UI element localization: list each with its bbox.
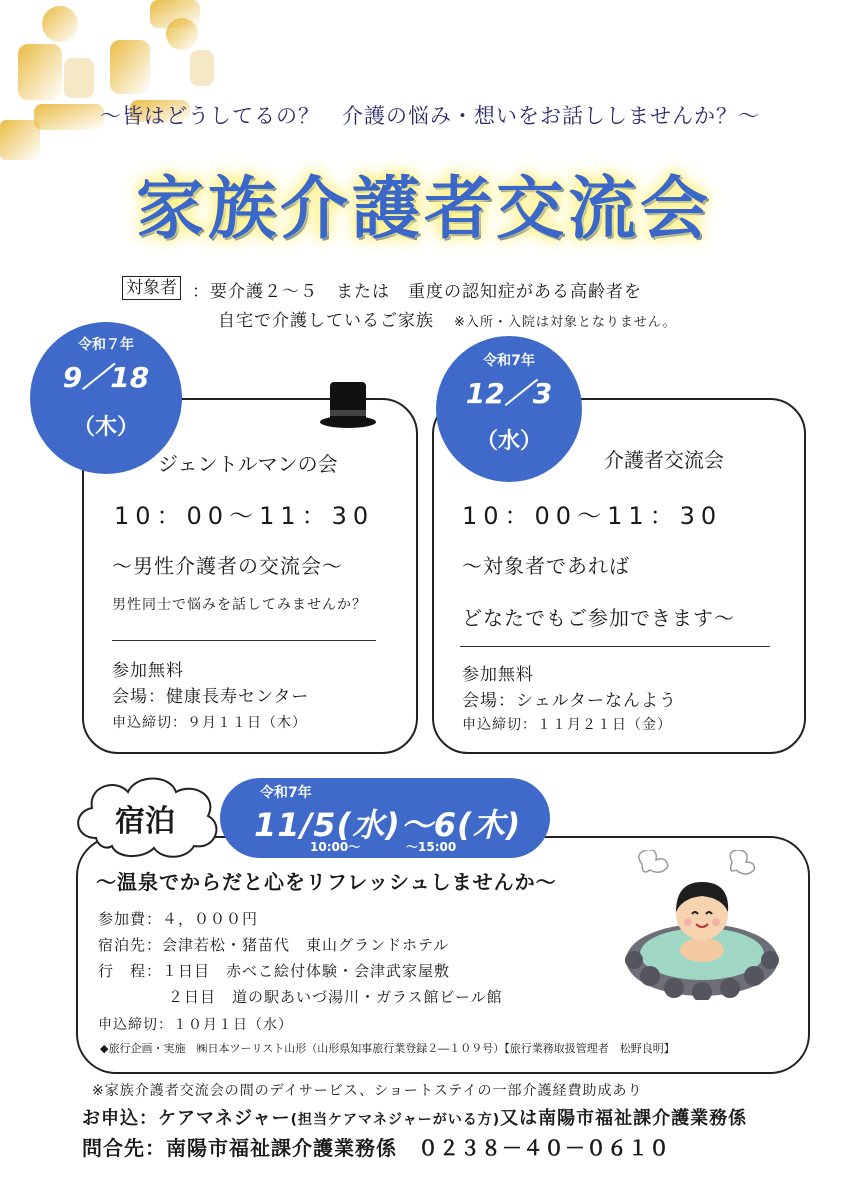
date-era: 令和７年	[78, 337, 134, 353]
event-venue: 会場：健康長寿センター	[112, 687, 310, 707]
trip-date-banner	[220, 778, 550, 858]
trip-fee: 参加費：４，０００円	[98, 910, 259, 928]
divider	[460, 646, 770, 647]
event-day: （木）	[72, 415, 139, 440]
apply-paren: (担当ケアマネジャーがいる方)	[290, 1112, 501, 1128]
top-hat-icon	[318, 376, 378, 430]
trip-itinerary-day2: ２日目 道の駅あいづ湯川・ガラス館ビール館	[168, 988, 503, 1006]
subsidy-note: ※家族介護者交流会の間のデイサービス、ショートステイの一部介護経費助成あり	[92, 1083, 643, 1099]
trip-headline: ～温泉でからだと心をリフレッシュしませんか～	[96, 870, 557, 894]
apply-prefix: お申込：ケアマネジャー	[82, 1108, 291, 1129]
date-circle-left	[30, 322, 182, 474]
event-line-2: どなたでもご参加できます～	[462, 606, 735, 630]
target-note: ※入所・入院は対象となりません。	[454, 315, 677, 330]
event-deadline: 申込締切：１１月２１日（金）	[462, 717, 672, 733]
hot-spring-bath-icon	[622, 850, 782, 1000]
apply-suffix: 又は南陽市福祉課介護業務係	[500, 1108, 748, 1129]
stay-label: 宿泊	[115, 804, 175, 839]
event-name: 介護者交流会	[604, 448, 724, 472]
contact-info: 問合先：南陽市福祉課介護業務係 ０２３８－４０－０６１０	[82, 1136, 670, 1160]
event-time: 10：00～11：30	[114, 502, 375, 530]
event-fee: 参加無料	[112, 661, 184, 681]
trip-start-time: 10:00～	[310, 840, 361, 854]
event-description: 男性同士で悩みを話してみませんか？	[112, 597, 367, 613]
people-chairs-illustration	[0, 0, 240, 170]
date-circle-right	[436, 336, 582, 482]
application-info	[82, 1104, 747, 1130]
event-venue: 会場：シェルターなんよう	[462, 691, 677, 711]
trip-era: 令和7年	[260, 785, 312, 801]
event-line-1: ～対象者であれば	[462, 554, 630, 578]
event-day: （水）	[475, 429, 542, 454]
trip-deadline: 申込締切：１０月１日（水）	[98, 1017, 293, 1033]
travel-agency-note: ◆旅行企画・実施 ㈱日本ツーリスト山形（山形県知事旅行業登録２―１０９号）【旅行業務取扱管理者 松野良明】	[100, 1042, 675, 1055]
event-date: 12／3	[465, 377, 553, 410]
page-title: 家族介護者交流会	[135, 170, 712, 249]
header-subtitle: ～皆はどうしてるの？ 介護の悩み・想いをお話ししませんか？～	[100, 104, 760, 128]
event-subtitle: ～男性介護者の交流会～	[112, 554, 343, 578]
event-name: ジェントルマンの会	[158, 452, 338, 476]
event-fee: 参加無料	[462, 665, 534, 685]
trip-lodging: 宿泊先：会津若松・猪苗代 東山グランドホテル	[98, 936, 450, 954]
target-line-2	[218, 306, 677, 331]
target-line-1: ：要介護２～５ または 重度の認知症がある高齢者を	[192, 282, 642, 302]
event-date: 9／18	[62, 361, 150, 394]
event-deadline: 申込締切：９月１１日（木）	[112, 715, 307, 731]
trip-itinerary-day1: 行 程：１日目 赤べこ絵付体験・会津武家屋敷	[98, 962, 451, 980]
trip-end-time: ～15:00	[406, 840, 457, 854]
trip-date: 11/5(水)～6(木)	[254, 806, 522, 844]
target-label: 対象者	[122, 276, 181, 300]
event-time: 10：00～11：30	[462, 502, 723, 530]
divider	[112, 640, 376, 641]
target-line-2-text: 自宅で介護しているご家族	[218, 311, 434, 331]
date-era: 令和7年	[483, 353, 535, 369]
